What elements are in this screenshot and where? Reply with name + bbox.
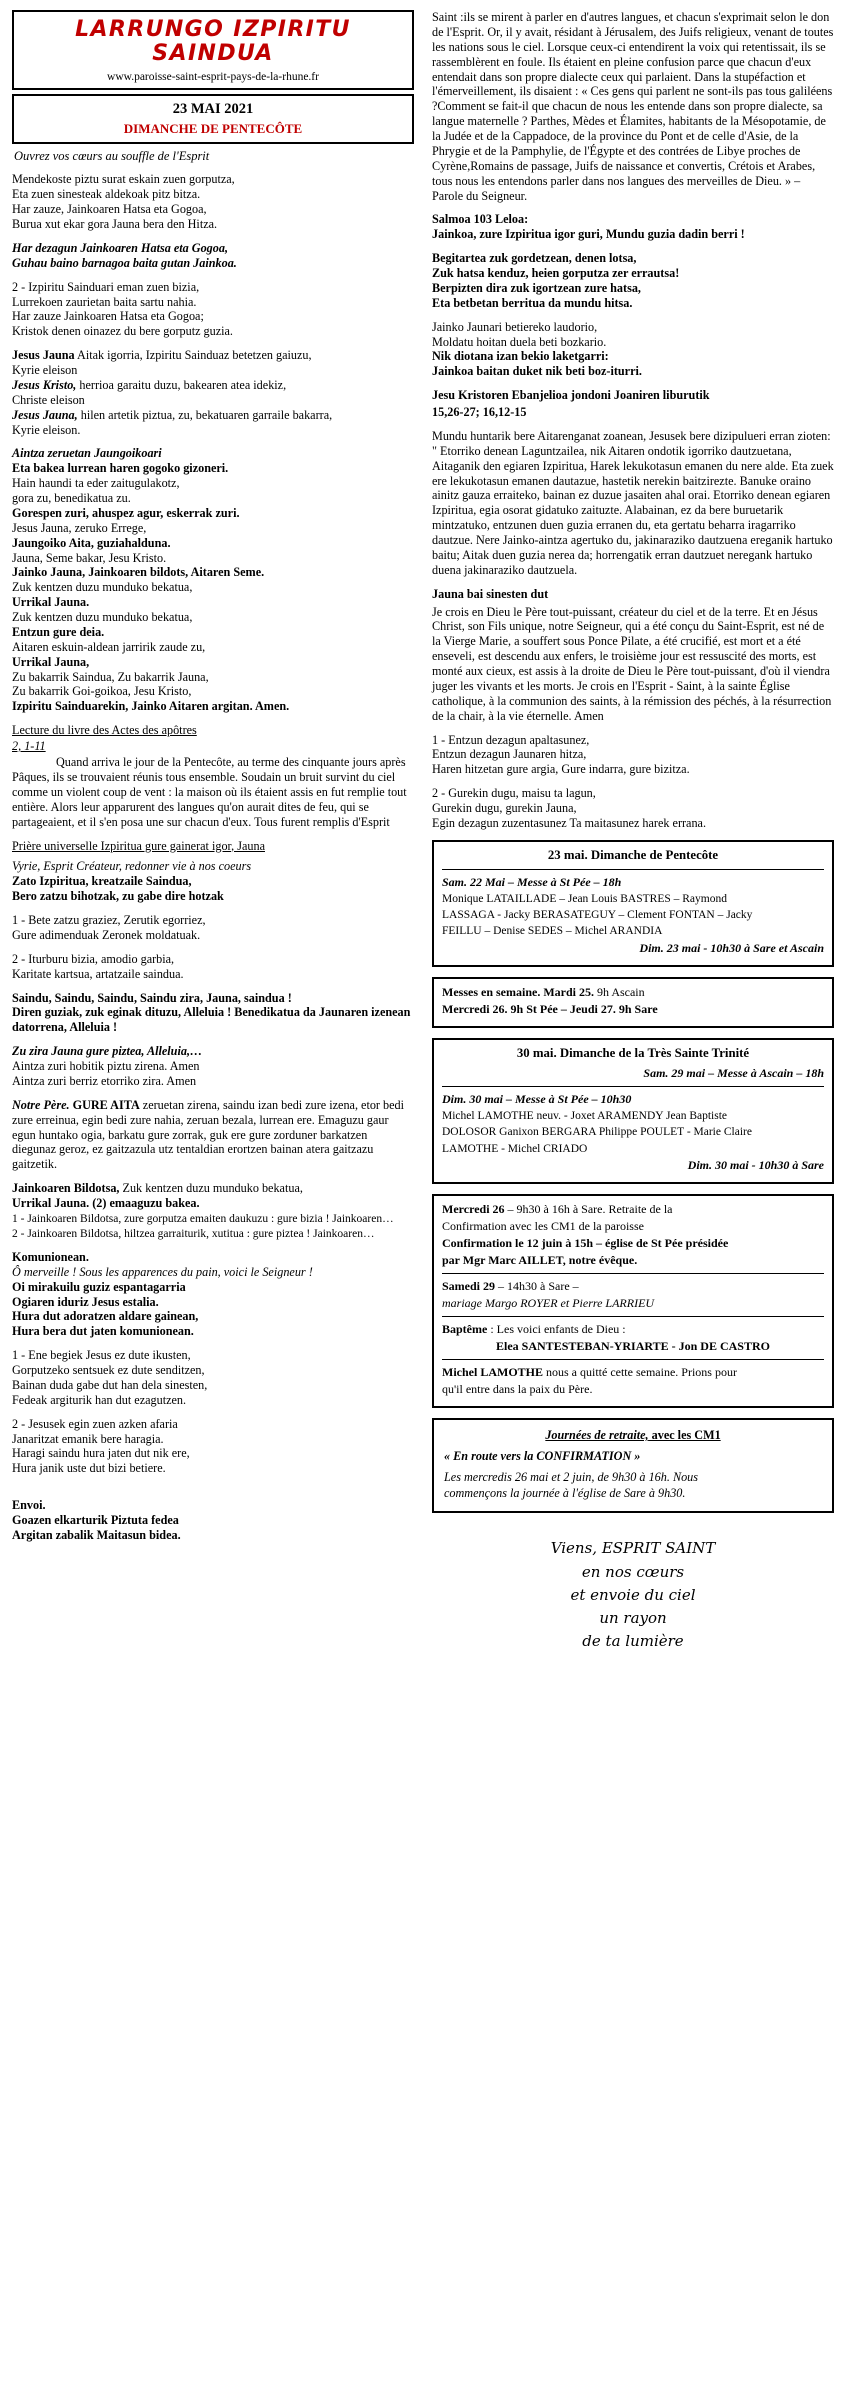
- weekday-mass-time: 9h Ascain: [593, 984, 645, 999]
- our-father-text: zeruetan zirena, saindu izan bedi zure izena, etor bedi zure erreinua, egin bedi zure nahia, zeruan bezala, lurrean ere. Emaguzu gaur egun huntako ogia, barkatu gure zorrak, guk ere gure zorduner barkatzen diegunaz geroz, ez gaitzazula utz tentaldian erortzen bainan atera gaitzazu gaitzetik.: [12, 1097, 405, 1172]
- divider: [442, 1359, 824, 1360]
- hymn-line: Kristok denen oinazez du bere gorputz guzia.: [12, 324, 233, 339]
- gloria-line: Izpiritu Sainduarekin, Jainko Aitaren argitan. Amen.: [12, 699, 290, 714]
- creed-title: Jauna bai sinesten dut: [432, 586, 549, 601]
- communion-verse-line: Gorputzeko sentsuek ez dute senditzen,: [12, 1363, 205, 1378]
- psalm-line: Nik diotana izan bekio laketgarri:: [432, 349, 609, 364]
- prayer-line: 1 - Bete zatzu graziez, Zerutik egorriez,: [12, 913, 206, 927]
- kyrie-invocation: Jesus Jauna: [12, 348, 75, 363]
- opening-hymn-refrain: [12, 241, 414, 271]
- retreat-title: Journées de retraite,: [545, 1427, 649, 1442]
- mass-line: Sam. 29 mai – Messe à Ascain – 18h: [643, 1065, 824, 1080]
- universal-prayer-intention-3: [432, 733, 834, 778]
- gospel-reference: 15,26-27; 16,12-15: [432, 405, 527, 419]
- baptism-label: Baptême: [442, 1321, 488, 1336]
- gospel-body: Mundu huntarik bere Aitarenganat zoanean, Jesusek bere dizipulueri erran zioten: " Etorriko denean Laguntzailea, nik Aitaren ondotik igorriko dautzuetana, Aitaganik den egiaren Izpiritua, Harek lekukotasun emanen du nere alde. Eta zuek ere lekukotasun emanen dautazue, hastetik nerekin baitzirezte. Banuke oraino ainitz gauza erraiteko, bainan ez duzue jasaiten ahal orai. Etorriko denean egiaren Izpiritua, egia osorat gidatuko zaituzte. Alabainan, ez da bere buruetarik mintzatuko, entzunen duen guzia erranen du, eta gertatu beharra iragarriko dautzue. Nere Jainko-aintza agertuko du, jakinaraziko dautzuena ereganik hartuko baitu; Aitak duen guzia nerea da; horrengatik erran dautzuet neregank hartuko duena jakinaraziko dautzuela.: [432, 428, 834, 577]
- our-father-title: Notre Père.: [12, 1097, 73, 1112]
- gloria-line: Jainko Jauna, Jainkoaren bildots, Aitaren Seme.: [12, 565, 265, 580]
- sending-line: Argitan zabalik Maitasun bidea.: [12, 1527, 181, 1542]
- communion-line: Oi mirakuilu guziz espantagarria: [12, 1279, 186, 1294]
- feast-name: DIMANCHE DE PENTECÔTE: [123, 121, 303, 137]
- news-line: [442, 1365, 824, 1380]
- retreat-dates: Les mercredis 26 mai et 2 juin, de 9h30 à 16h. Nous: [444, 1469, 699, 1484]
- our-father-block: [12, 1098, 414, 1172]
- psalm-verse-2: [432, 320, 834, 380]
- anamnesis-block: [12, 1044, 414, 1089]
- divider: [442, 1273, 824, 1274]
- news-line: [442, 1279, 824, 1294]
- refrain-line: Guhau baino barnagoa baita gutan Jainkoa.: [12, 255, 237, 270]
- opening-hymn-verse1: [12, 172, 414, 232]
- first-reading-reference: 2, 1-11: [12, 739, 46, 754]
- prayer-line: Haren hitzetan gure argia, Gure indarra, gure bizitza.: [432, 762, 690, 777]
- gospel-title: Jesu Kristoren Ebanjelioa jondoni Joaniren liburutik: [432, 388, 710, 403]
- psalm-line: Moldatu hoitan duela beti bozkario.: [432, 334, 607, 349]
- poem-line: en nos cœurs: [581, 1562, 685, 1581]
- issue-subtitle: Ouvrez vos cœurs au souffle de l'Esprit: [14, 149, 210, 164]
- refrain-line: Har dezagun Jainkoaren Hatsa eta Gogoa,: [12, 240, 229, 255]
- gloria-line: Urrikal Jauna.: [12, 595, 90, 610]
- communion-verse-line: Janaritzat emanik bere haragia.: [12, 1431, 164, 1446]
- universal-prayer-refrain: [12, 859, 414, 904]
- hymn-line: Burua xut ekar gora Jauna bera den Hitza.: [12, 217, 218, 231]
- psalm-title: Salmoa 103 Leloa:: [432, 212, 529, 227]
- gloria-line: Zuk kentzen duzu munduko bekatua,: [12, 610, 193, 624]
- deceased-name: Michel LAMOTHE: [442, 1364, 543, 1379]
- anamnesis-line: Zu zira Jauna gure piztea, Alleluia,…: [12, 1044, 203, 1059]
- prayer-line: 2 - Iturburu bizia, amodio garbia,: [12, 951, 175, 966]
- news-line: qu'il entre dans la paix du Père.: [442, 1381, 593, 1396]
- intention-line: FEILLU – Denise SEDES – Michel ARANDIA: [442, 925, 663, 938]
- announcement-box-weekday-masses: [432, 977, 834, 1028]
- announcement-box-retreat: [432, 1418, 834, 1513]
- kyrie-response: Kyrie eleison: [12, 363, 78, 377]
- hymn-line: 2 - Izpiritu Sainduari eman zuen bizia,: [12, 279, 200, 294]
- news-line: [442, 1322, 824, 1337]
- creed-body: Je crois en Dieu le Père tout-puissant, créateur du ciel et de la terre. Et en Jésus Christ, son Fils unique, notre Seigneur, qui a été conçu du Saint-Esprit, est né de la Vierge Marie, a souffert sous Ponce Pilate, a été crucifié, est mort et a été enseveli, est descendu aux enfers, le troisième jour est ressuscité des morts, est monté aux cieux, est assis à la droite de Dieu le Père tout-puissant, d'où il viendra juger les vivants et les morts. Je crois en l'Esprit - Saint, à la sainte Église catholique, à la communion des saints, à la rémission des péchés, à la résurrection de la chair, à la vie éternelle. Amen: [432, 604, 832, 723]
- psalm-line: Eta betbetan berritua da mundu hitsa.: [432, 295, 633, 310]
- baptism-names: Elea SANTESTEBAN-YRIARTE - Jon DE CASTRO: [496, 1338, 770, 1353]
- our-father-opening: GURE AITA: [72, 1097, 140, 1112]
- sending-block: [12, 1498, 414, 1543]
- gloria-line: Gorespen zuri, ahuspez agur, eskerrak zuri.: [12, 505, 240, 520]
- kyrie-invocation-text: hilen artetik piztua, zu, bekatuaren garraile bakarra,: [77, 407, 333, 422]
- divider: [442, 1086, 824, 1087]
- box-title: 30 mai. Dimanche de la Très Sainte Trinité: [516, 1045, 750, 1060]
- news-text: nous a quitté cette semaine. Prions pour: [543, 1364, 737, 1379]
- closing-poem: [432, 1537, 834, 1653]
- weekday-mass-line: [442, 985, 824, 1000]
- gloria-line: Zu bakarrik Saindua, Zu bakarrik Jauna,: [12, 669, 209, 684]
- intention-line: Monique LATAILLADE – Jean Louis BASTRES – Raymond: [442, 892, 727, 905]
- hymn-line: Eta zuen sinesteak aldekoak pitz bitza.: [12, 187, 201, 202]
- agnus-line: Urrikal Jauna. (2) emaaguzu bakea.: [12, 1196, 200, 1210]
- gloria-title: Aintza zeruetan Jaungoikoari: [12, 446, 162, 461]
- intention-name: - Joxet ARAMENDY Jean Baptiste: [561, 1109, 728, 1122]
- universal-prayer-intention-1: [12, 913, 414, 943]
- sending-title: Envoi.: [12, 1498, 46, 1513]
- news-text: : Les voici enfants de Dieu :: [487, 1321, 626, 1336]
- psalm-line: Begitartea zuk gordetzean, denen lotsa,: [432, 251, 637, 266]
- sanctus-line: Diren guziak, zuk eginak dituzu, Alleluia ! Benedikatua da Jaunaren izenean datorrena, Alleluia !: [12, 1005, 411, 1035]
- kyrie-invocation-text: Aitak igorria, Izpiritu Sainduaz betetzen gaiuzu,: [74, 348, 312, 363]
- kyrie-invocation-text: herrioa garaitu duzu, bakearen atea idekiz,: [76, 377, 287, 392]
- gloria-line: Zu bakarrik Goi-goikoa, Jesu Kristo,: [12, 684, 192, 699]
- news-line: Confirmation le 12 juin à 15h – église de St Pée présidée: [442, 1235, 729, 1250]
- news-line: par Mgr Marc AILLET, notre évêque.: [442, 1252, 638, 1267]
- date-box: [12, 94, 414, 144]
- sanctus-block: [12, 991, 414, 1036]
- gloria-line: Aitaren eskuin-aldean jarririk zaude zu,: [12, 639, 206, 654]
- communion-verse-2: [12, 1417, 414, 1477]
- prayer-line-eu: Zato Izpiritua, kreatzaile Saindua,: [12, 874, 192, 889]
- poem-line: Viens, ESPRIT SAINT: [550, 1539, 716, 1558]
- agnus-verse: 2 - Jainkoaren Bildotsa, hiltzea garraiturik, xutitua : gure piztea ! Jainkoaren…: [12, 1227, 375, 1240]
- issue-date: 23 MAI 2021: [172, 101, 254, 118]
- communion-line: Hura bera dut jaten komunionean.: [12, 1324, 194, 1339]
- kyrie-response: Kyrie eleison.: [12, 422, 81, 437]
- prayer-line-eu: Bero zatzu bihotzak, zu gabe dire hotzak: [12, 889, 224, 904]
- news-text: – 14h30 à Sare –: [495, 1278, 579, 1293]
- anamnesis-line: Aintza zuri berriz etorriko zira. Amen: [12, 1073, 197, 1088]
- kyrie-invocation: Jesus Jauna,: [12, 407, 78, 422]
- news-text: – 9h30 à 16h à Sare. Retraite de la: [504, 1201, 673, 1216]
- first-reading-body: Quand arriva le jour de la Pentecôte, au terme des cinquante jours après Pâques, ils se trouvaient réunis tous ensemble. Soudain un bruit survint du ciel comme un violent coup de vent : la maison où ils étaient assis en fut remplie tout entière. Alors leur apparurent des langues qu'on aurait dites de feu, qui se partageaient, et il s'en posa une sur chacun d'eux. Tous furent remplis d'Esprit: [12, 755, 407, 829]
- prayer-line-fr: Vyrie, Esprit Créateur, redonner vie à nos coeurs: [12, 859, 252, 874]
- prayer-line: Gurekin dugu, gurekin Jauna,: [432, 801, 577, 815]
- psalm-line: Berpizten dira zuk igortzean zure hatsa,: [432, 280, 641, 295]
- opening-hymn-verse2: [12, 280, 414, 340]
- retreat-group: avec les CM1: [648, 1427, 721, 1442]
- divider: [442, 869, 824, 870]
- intention-name: Michel LAMOTHE neuv.: [442, 1109, 562, 1122]
- news-date: Samedi 29: [442, 1278, 496, 1293]
- gloria-line: Jesus Jauna, zeruko Errege,: [12, 520, 147, 535]
- announcement-box-pentecost-schedule: [432, 840, 834, 967]
- kyrie-response: Christe eleison: [12, 392, 85, 407]
- anamnesis-line: Aintza zuri hobitik piztu zirena. Amen: [12, 1059, 200, 1073]
- universal-prayer-intention-4: [432, 786, 834, 831]
- prayer-line: Gure adimenduak Zeronek moldatuak.: [12, 927, 201, 942]
- mass-line: Dim. 23 mai - 10h30 à Sare et Ascain: [639, 940, 824, 955]
- intention-line: LASSAGA - Jacky BERASATEGUY – Clement FONTAN – Jacky: [442, 909, 753, 922]
- communion-verse-line: Fedeak argiturik han dut ezagutzen.: [12, 1392, 187, 1407]
- masthead: [12, 10, 414, 90]
- communion-line: Hura dut adoratzen aldare gainean,: [12, 1309, 199, 1324]
- communion-title: Komunionean.: [12, 1249, 89, 1264]
- parish-website-url[interactable]: www.paroisse-saint-esprit-pays-de-la-rhune.fr: [107, 71, 319, 84]
- prayer-line: Karitate kartsua, artatzaile saindua.: [12, 966, 184, 981]
- agnus-line: Zuk kentzen duzu munduko bekatua,: [119, 1181, 303, 1196]
- communion-verse-line: Haragi saindu hura jaten dut nik ere,: [12, 1446, 190, 1461]
- gloria-line: Hain haundi ta eder zaitugulakotz,: [12, 476, 180, 491]
- communion-block: [12, 1250, 414, 1339]
- gloria-line: Urrikal Jauna,: [12, 654, 90, 669]
- mass-line: Sam. 22 Mai – Messe à St Pée – 18h: [442, 874, 622, 889]
- psalm-line: Jainko Jaunari betiereko laudorio,: [432, 319, 598, 334]
- psalm-line: Zuk hatsa kenduz, heien gorputza zer errautsa!: [432, 266, 680, 280]
- hymn-line: Har zauze, Jainkoaren Hatsa eta Gogoa,: [12, 202, 207, 217]
- news-line: [442, 1296, 824, 1311]
- prayer-line: 2 - Gurekin dugu, maisu ta lagun,: [432, 786, 596, 801]
- first-reading-title: Lecture du livre des Actes des apôtres: [12, 723, 197, 738]
- announcement-box-trinity-schedule: [432, 1038, 834, 1184]
- kyrie-block: [12, 348, 414, 437]
- communion-line-fr: Ô merveille ! Sous les apparences du pain, voici le Seigneur !: [12, 1264, 313, 1279]
- gloria-line: Jauna, Seme bakar, Jesu Kristo.: [12, 550, 167, 565]
- first-reading-continuation: Saint :ils se mirent à parler en d'autres langues, et chacun s'exprimait selon le don de l'Esprit. Or, il y avait, résidant à Jérusalem, des Juifs religieux, venant de toutes les nations sous le ciel. Lorsque ceux-ci entendirent la voix qui retentissait, ils se rassemblèrent en foule. Ils étaient en pleine confusion parce que chacun d'eux entendait dans son propre dialecte ceux qui parlaient. Dans la stupéfaction et l'émerveillement, ils disaient : « Ces gens qui parlent ne sont-ils pas tous galiléens ?Comment se fait-il que chacun de nous les entende dans son propre dialecte, sa langue maternelle ? Parthes, Mèdes et Élamites, habitants de la Mésopotamie, de la Judée et de la Cappadoce, de la province du Pont et de celle d'Asie, de la Phrygie et de la Pamphylie, de l'Égypte et des contrées de Libye proches de Cyrène,Romains de passage, Juifs de naissance et convertis, Crétois et Arabes, tous nous les entendons parler dans nos langues des merveilles de Dieu. » – Parole du Seigneur.: [432, 10, 834, 203]
- divider: [442, 1316, 824, 1317]
- news-line: Confirmation avec les CM1 de la paroisse: [442, 1218, 644, 1233]
- box-title: 23 mai. Dimanche de Pentecôte: [547, 847, 719, 862]
- gloria-line: Zuk kentzen duzu munduko bekatua,: [12, 580, 193, 595]
- announcement-box-parish-news: [432, 1194, 834, 1408]
- news-date: Mercredi 26: [442, 1201, 505, 1216]
- prayer-line: Entzun dezagun Jaunaren hitza,: [432, 747, 587, 762]
- communion-verse-1: [12, 1348, 414, 1408]
- hymn-line: Mendekoste piztu surat eskain zuen gorputza,: [12, 172, 235, 187]
- agnus-dei-block: [12, 1181, 414, 1241]
- communion-verse-line: Hura janik uste dut bizi betiere.: [12, 1461, 166, 1476]
- sending-line: Goazen elkarturik Piztuta fedea: [12, 1513, 179, 1528]
- sanctus-line: Saindu, Saindu, Saindu, Saindu zira, Jauna, saindua !: [12, 990, 292, 1005]
- right-column: [430, 10, 834, 2388]
- wedding-names: mariage Margo ROYER et Pierre LARRIEU: [442, 1295, 655, 1310]
- poem-line: de ta lumière: [582, 1632, 684, 1651]
- kyrie-invocation: Jesus Kristo,: [12, 377, 77, 392]
- gloria-line: Jaungoiko Aita, guziahalduna.: [12, 535, 171, 550]
- psalm-verse-1: [432, 251, 834, 311]
- weekday-mass-label: Messes en semaine. Mardi 25.: [442, 984, 594, 999]
- communion-verse-line: 2 - Jesusek egin zuen azken afaria: [12, 1416, 178, 1431]
- universal-prayer-title: Prière universelle Izpiritua gure gainerat igor, Jauna: [12, 838, 265, 853]
- communion-line: Ogiaren iduriz Jesus estalia.: [12, 1294, 159, 1309]
- poem-line: et envoie du ciel: [570, 1585, 696, 1604]
- hymn-line: Lurrekoen zaurietan baita sartu nahia.: [12, 294, 197, 309]
- gloria-line: Entzun gure deia.: [12, 624, 105, 639]
- gloria-line: gora zu, benedikatua zu.: [12, 491, 131, 505]
- intention-line: DOLOSOR Ganixon BERGARA Philippe POULET - Marie Claire: [442, 1126, 752, 1139]
- hymn-line: Har zauze Jainkoaren Hatsa eta Gogoa;: [12, 309, 204, 324]
- box-title: [444, 1428, 822, 1444]
- weekday-mass-line: Mercredi 26. 9h St Pée – Jeudi 27. 9h Sare: [442, 1001, 658, 1016]
- agnus-verse: 1 - Jainkoaren Bildotsa, zure gorputza emaiten daukuzu : gure bizia ! Jainkoaren…: [12, 1212, 394, 1225]
- retreat-dates: commençons la journée à l'église de Sare à 9h30.: [444, 1485, 686, 1500]
- left-column: [12, 10, 416, 2388]
- psalm-response: Jainkoa, zure Izpiritua igor guri, Mundu guzia dadin berri !: [432, 227, 745, 242]
- retreat-theme: « En route vers la CONFIRMATION »: [444, 1448, 641, 1463]
- universal-prayer-heading: [12, 839, 414, 854]
- publication-title: LARRUNGO IZPIRITU SAINDUA: [75, 17, 351, 67]
- universal-prayer-intention-2: [12, 952, 414, 982]
- mass-line: Dim. 30 mai – Messe à St Pée – 10h30: [442, 1091, 632, 1106]
- intention-line: LAMOTHE - Michel CRIADO: [442, 1142, 588, 1155]
- mass-line: Dim. 30 mai - 10h30 à Sare: [687, 1157, 824, 1172]
- news-line: [442, 1202, 824, 1217]
- prayer-line: 1 - Entzun dezagun apaltasunez,: [432, 732, 590, 747]
- psalm-block: [432, 212, 834, 242]
- psalm-line: Jainkoa baitan duket nik beti boz-iturri.: [432, 364, 642, 379]
- intention-line: [442, 1109, 824, 1123]
- agnus-line: Jainkoaren Bildotsa,: [12, 1181, 120, 1196]
- communion-verse-line: 1 - Ene begiek Jesus ez dute ikusten,: [12, 1348, 191, 1363]
- prayer-line: Egin dezagun zuzentasunez Ta maitasunez harek errana.: [432, 815, 707, 830]
- gloria-line: Eta bakea lurrean haren gogoko gizoneri.: [12, 461, 229, 476]
- poem-line: un rayon: [599, 1609, 667, 1628]
- communion-verse-line: Bainan duda gabe dut han dela sinesten,: [12, 1377, 208, 1392]
- gloria-block: [12, 446, 414, 714]
